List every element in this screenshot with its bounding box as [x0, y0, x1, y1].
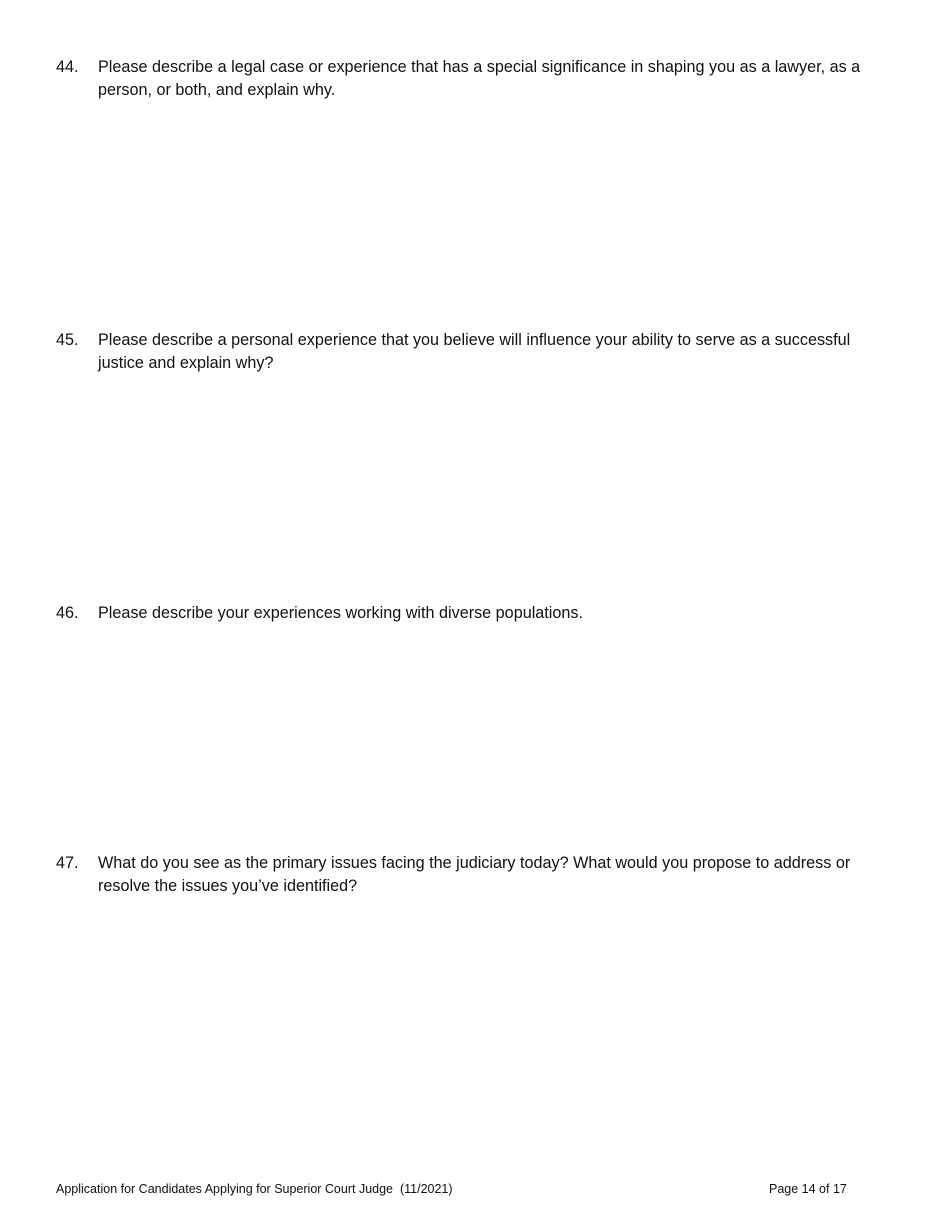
- question-text: Please describe your experiences working with diverse populations.: [98, 604, 583, 622]
- question-number: 45.: [56, 331, 79, 349]
- question-number: 47.: [56, 854, 79, 872]
- question-44: [56, 56, 891, 102]
- question-text: What do you see as the primary issues facing the judiciary today? What would you propose to address or resolve the issues you’ve identified?: [98, 854, 851, 895]
- footer-form-title: Application for Candidates Applying for Superior Court Judge (11/2021): [56, 1182, 453, 1196]
- question-45: [56, 329, 891, 375]
- question-text: Please describe a legal case or experience that has a special significance in shaping you as a lawyer, as a person, or both, and explain why.: [98, 58, 861, 99]
- question-number: 44.: [56, 58, 79, 76]
- footer-page-number: Page 14 of 17: [769, 1182, 847, 1196]
- question-47: [56, 852, 891, 898]
- question-46: [56, 602, 891, 625]
- question-text: Please describe a personal experience that you believe will influence your ability to serve as a successful justice and explain why?: [98, 331, 851, 372]
- question-number: 46.: [56, 604, 79, 622]
